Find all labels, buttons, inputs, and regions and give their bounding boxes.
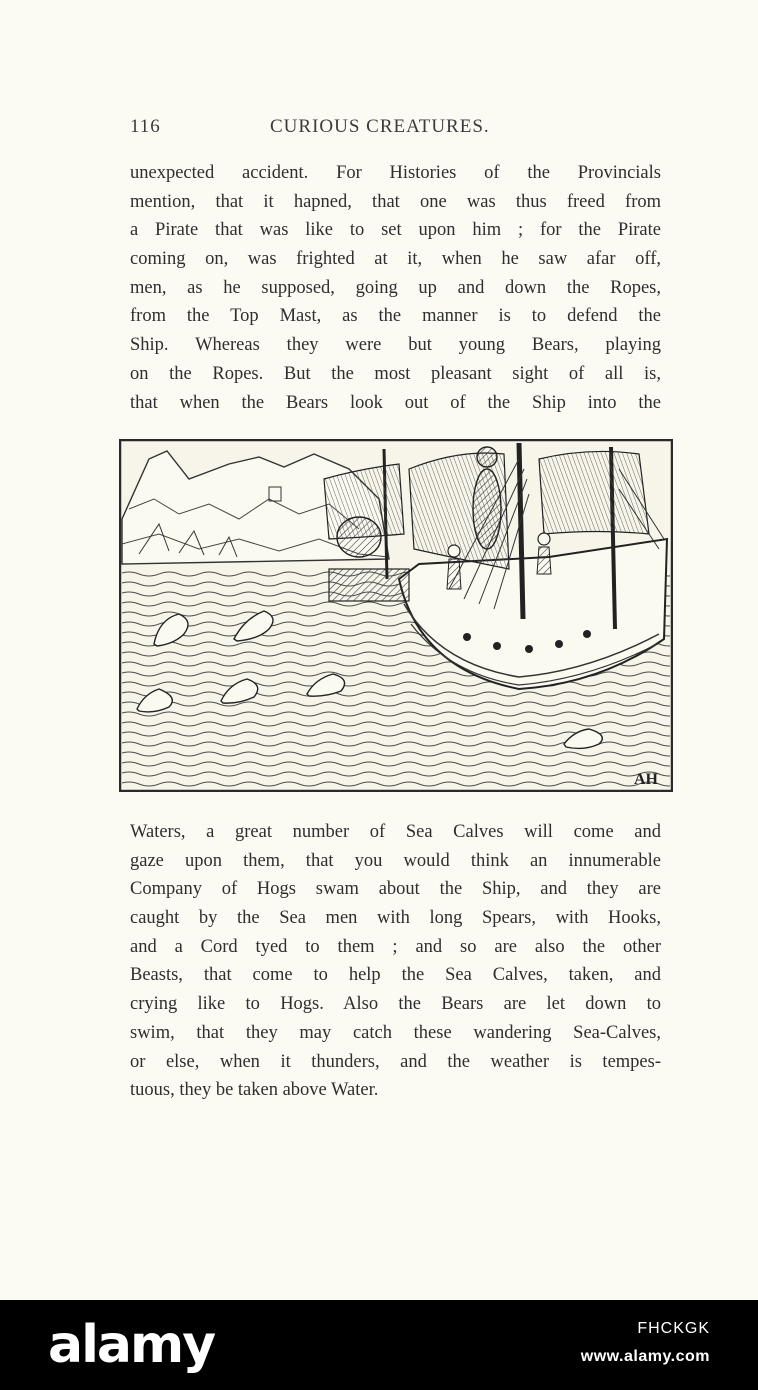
text-line: Beasts, that come to help the Sea Calves, taken, and — [130, 965, 661, 986]
text-line: swim, that they may catch these wandering Sea-Calves, — [130, 1022, 661, 1043]
watermark-footer — [0, 1300, 758, 1390]
text-line: that when the Bears look out of the Ship into the — [130, 392, 661, 413]
image-id: FHCKGK — [637, 1320, 710, 1337]
text-line: crying like to Hogs. Also the Bears are let down to — [130, 994, 661, 1015]
paragraph-top — [130, 159, 661, 417]
text-line: coming on, was frighted at it, when he saw afar off, — [130, 249, 661, 270]
text-line: or else, when it thunders, and the weather is tempes- — [130, 1051, 661, 1072]
text-line: men, as he supposed, going up and down the Ropes, — [130, 277, 661, 298]
text-line: and a Cord tyed to them ; and so are also the other — [130, 936, 661, 957]
running-title: CURIOUS CREATURES. — [270, 116, 490, 137]
paragraph-bottom — [130, 818, 661, 1105]
text-line: unexpected accident. For Histories of the Provincials — [130, 163, 661, 183]
text-line: from the Top Mast, as the manner is to defend the — [130, 306, 661, 327]
woodcut-illustration — [119, 439, 673, 792]
monogram: AH — [634, 771, 658, 788]
text-line: Ship. Whereas they were but young Bears, playing — [130, 335, 661, 356]
text-line: Company of Hogs swam about the Ship, and they are — [130, 879, 661, 900]
site-url[interactable]: www.alamy.com — [580, 1348, 710, 1365]
text-line: caught by the Sea men with long Spears, with Hooks, — [130, 908, 661, 929]
text-line: gaze upon them, that you would think an innumerable — [130, 850, 661, 871]
text-line: Waters, a great number of Sea Calves will come and — [130, 822, 661, 842]
running-head — [130, 116, 662, 140]
text-line: on the Ropes. But the most pleasant sight of all is, — [130, 363, 661, 384]
text-line: a Pirate that was like to set upon him ; for the Pirate — [130, 220, 661, 241]
page-number: 116 — [130, 116, 161, 137]
text-line: mention, that it hapned, that one was thus freed from — [130, 191, 661, 212]
text-line: tuous, they be taken above Water. — [130, 1080, 379, 1101]
alamy-logo: alamy — [48, 1315, 215, 1375]
